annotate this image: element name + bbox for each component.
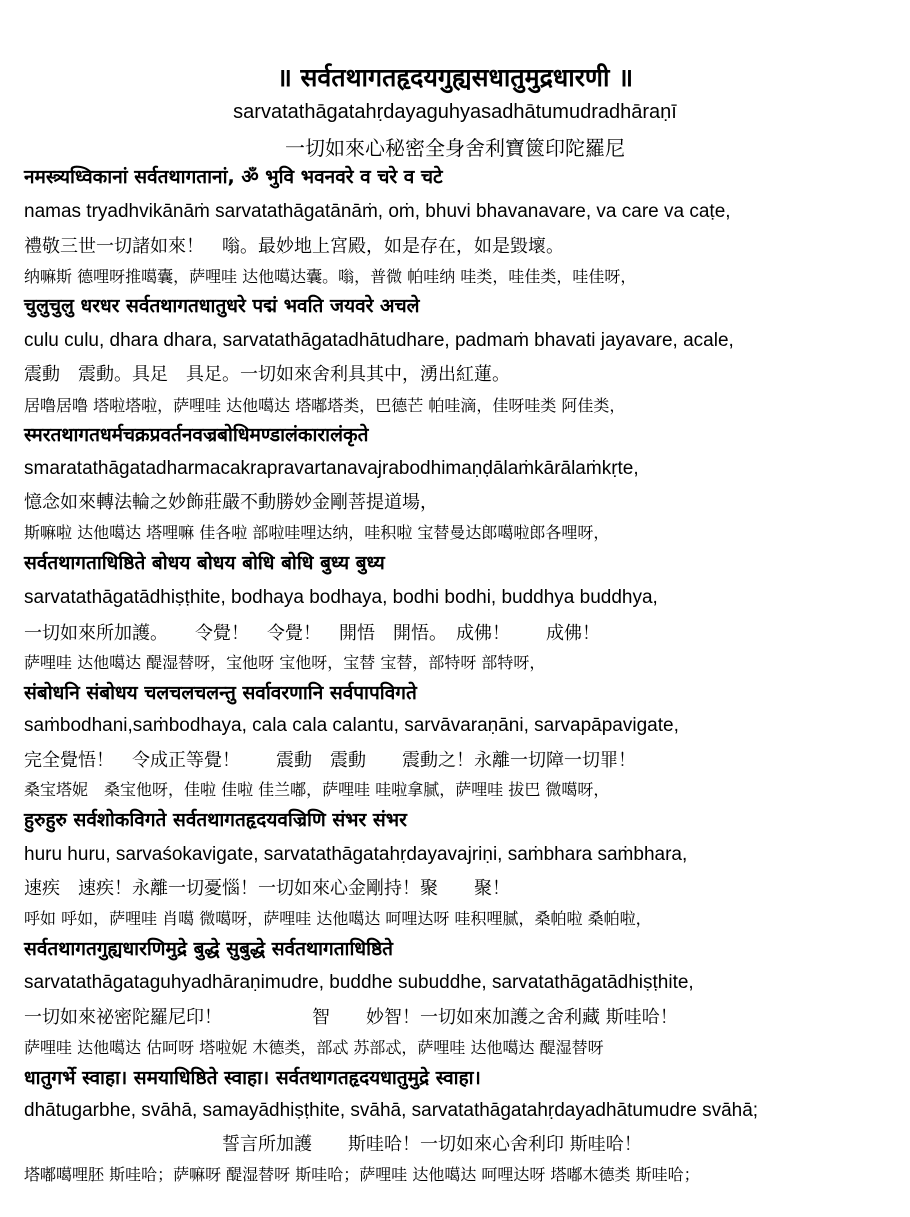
verse-8-transliteration: 塔嘟噶哩胚 斯哇哈；萨嘛呀 醍湿替呀 斯哇哈；萨哩哇 达他噶达 呵哩达呀 塔嘟木德类 斯哇哈； bbox=[24, 1165, 700, 1184]
verse-8-roman: dhātugarbhe, svāhā, samayādhiṣṭhite, svāhā, sarvatathāgatahṛdayadhātumudre svāhā; bbox=[24, 1100, 759, 1121]
verse-1-devanagari: नमस्त्र्यध्विकानां सर्वतथागतानां, ॐ भुवि भवनवरे व चरे व चटे bbox=[24, 166, 443, 188]
verse-2-roman: culu culu, dhara dhara, sarvatathāgatadhātudhare, padmaṁ bhavati jayavare, acale, bbox=[24, 330, 734, 351]
verse-3-devanagari: स्मरतथागतधर्मचक्रप्रवर्तनवज्रबोधिमण्डालंकारालंकृते bbox=[24, 424, 369, 446]
verse-6-roman: huru huru, sarvaśokavigate, sarvatathāgatahṛdayavajriṇi, saṁbhara saṁbhara, bbox=[24, 844, 688, 865]
verse-2-transliteration: 居噜居噜 塔啦塔啦，萨哩哇 达他噶达 塔嘟塔类，巴德芒 帕哇滴，佳呀哇类 阿佳类， bbox=[24, 396, 626, 415]
verse-5-transliteration: 桑宝塔妮 桑宝他呀，佳啦 佳啦 佳兰嘟，萨哩哇 哇啦拿腻，萨哩哇 拔巴 微噶呀， bbox=[24, 780, 610, 799]
devanagari-title: ॥ सर्वतथागतहृदयगुह्यसधातुमुद्रधारणी ॥ bbox=[276, 63, 634, 92]
chinese-title: 一切如來心秘密全身舍利寶篋印陀羅尼 bbox=[285, 136, 625, 160]
roman-title: sarvatathāgatahṛdayaguhyasadhātumudradhāraṇī bbox=[233, 101, 677, 123]
verse-1-transliteration: 纳嘛斯 德哩呀推噶囊，萨哩哇 达他噶达囊。嗡，普微 帕哇纳 哇类，哇佳类，哇佳呀， bbox=[24, 267, 637, 286]
verse-4-roman: sarvatathāgatādhiṣṭhite, bodhaya bodhaya, bodhi bodhi, buddhya buddhya, bbox=[24, 587, 658, 608]
verse-6-devanagari: हुरुहुरु सर्वशोकविगते सर्वतथागतहृदयवज्रिणि संभर संभर bbox=[24, 809, 407, 831]
verse-3-roman: smaratathāgatadharmacakrapravartanavajrabodhimaṇḍālaṁkārālaṁkṛte, bbox=[24, 458, 639, 479]
verse-7-chinese: 一切如來祕密陀羅尼印！ 智 妙智！一切如來加護之舍利藏 斯哇哈！ bbox=[24, 1007, 678, 1028]
verse-3-chinese: 憶念如來轉法輪之妙飾莊嚴不動勝妙金剛菩提道場， bbox=[24, 492, 438, 513]
verse-7-transliteration: 萨哩哇 达他噶达 估呵呀 塔啦妮 木德类，部忒 苏部忒，萨哩哇 达他噶达 醍湿替呀 bbox=[24, 1038, 604, 1057]
verse-8-chinese: 誓言所加護 斯哇哈！一切如來心舍利印 斯哇哈！ bbox=[24, 1134, 642, 1155]
verse-2-chinese: 震動 震動。具足 具足。一切如來舍利具其中，湧出紅蓮。 bbox=[24, 364, 510, 385]
verse-5-chinese: 完全覺悟！ 令成正等覺！ 震動 震動 震動之！永離一切障一切罪！ bbox=[24, 750, 636, 771]
verse-6-transliteration: 呼如 呼如，萨哩哇 肖噶 微噶呀，萨哩哇 达他噶达 呵哩达呀 哇积哩腻，桑帕啦 桑帕啦， bbox=[24, 909, 652, 928]
verse-5-devanagari: संबोधनि संबोधय चलचलचलन्तु सर्वावरणानि सर्वपापविगते bbox=[24, 682, 417, 704]
verse-4-devanagari: सर्वतथागताधिष्ठिते बोधय बोधय बोधि बोधि बुध्य बुध्य bbox=[24, 552, 385, 574]
verse-4-chinese: 一切如來所加護。 令覺！ 令覺！ 開悟 開悟。 成佛！ 成佛！ bbox=[24, 623, 600, 644]
verse-3-transliteration: 斯嘛啦 达他噶达 塔哩嘛 佳各啦 部啦哇哩达纳，哇积啦 宝替曼达郎噶啦郎各哩呀， bbox=[24, 523, 610, 542]
verse-2-devanagari: चुलुचुलु धरधर सर्वतथागतधातुधरे पद्मं भवति जयवरे अचले bbox=[24, 295, 420, 317]
verse-7-devanagari: सर्वतथागतगुह्यधारणिमुद्रे बुद्धे सुबुद्धे सर्वतथागताधिष्ठिते bbox=[24, 938, 394, 960]
verse-6-chinese: 速疾 速疾！永離一切憂惱！一切如來心金剛持！聚 聚！ bbox=[24, 878, 510, 899]
verse-8-devanagari: धातुगर्भे स्वाहा। समयाधिष्ठिते स्वाहा। सर्वतथागतहृदयधातुमुद्रे स्वाहा। bbox=[24, 1067, 481, 1089]
verse-5-roman: saṁbodhani,saṁbodhaya, cala cala calantu, sarvāvaraṇāni, sarvapāpavigate, bbox=[24, 715, 679, 736]
verse-1-chinese: 禮敬三世一切諸如來！ 嗡。最妙地上宮殿，如是存在，如是毀壞。 bbox=[24, 236, 564, 257]
verse-7-roman: sarvatathāgataguhyadhāraṇimudre, buddhe subuddhe, sarvatathāgatādhiṣṭhite, bbox=[24, 972, 694, 993]
verse-4-transliteration: 萨哩哇 达他噶达 醍湿替呀，宝他呀 宝他呀，宝替 宝替，部特呀 部特呀， bbox=[24, 653, 546, 672]
verse-1-roman: namas tryadhvikānāṁ sarvatathāgatānāṁ, oṁ, bhuvi bhavanavare, va care va caṭe, bbox=[24, 201, 731, 222]
